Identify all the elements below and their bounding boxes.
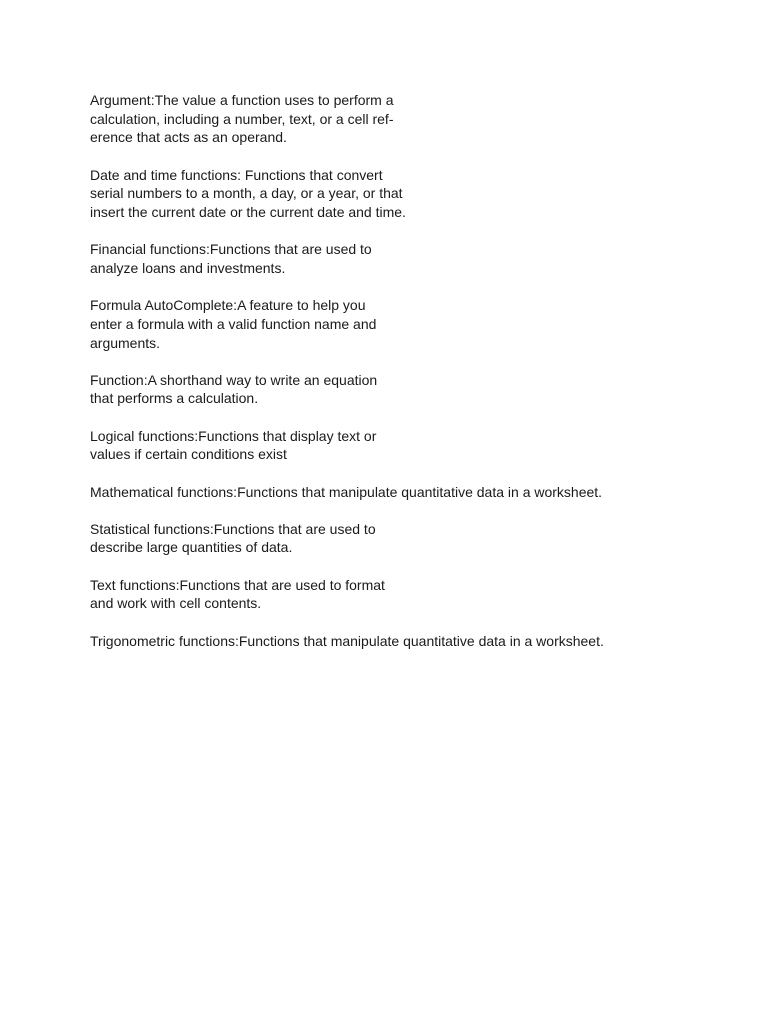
entry-line: Trigonometric functions:Functions that manipulate quantitative data in a worksheet. (90, 632, 604, 649)
entry-line: Function:A shorthand way to write an equation (90, 371, 378, 388)
entry-line: erence that acts as an operand. (90, 129, 287, 146)
entry-line: Mathematical functions:Functions that manipulate quantitative data in a worksheet. (90, 483, 603, 500)
entry-line: and work with cell contents. (90, 595, 262, 612)
entry-line: analyze loans and investments. (90, 259, 286, 276)
entry-line: serial numbers to a month, a day, or a year, or that (90, 185, 403, 202)
entry-line: Financial functions:Functions that are used to (90, 241, 372, 258)
entry-line: enter a formula with a valid function name and (90, 315, 377, 332)
entry-line: Date and time functions: Functions that convert (90, 166, 383, 183)
entry-line: Statistical functions:Functions that are used to (90, 520, 376, 537)
glossary-entry-date-and-time-functions (90, 166, 730, 222)
glossary-list (90, 91, 730, 669)
glossary-entry-function (90, 371, 730, 408)
entry-line: values if certain conditions exist (90, 446, 287, 463)
entry-line: describe large quantities of data. (90, 539, 293, 556)
glossary-entry-trigonometric-functions (90, 632, 730, 651)
entry-line: Text functions:Functions that are used to format (90, 576, 385, 593)
glossary-entry-statistical-functions (90, 520, 730, 557)
entry-line: Argument:The value a function uses to perform a (90, 92, 394, 108)
entry-line: calculation, including a number, text, or a cell ref- (90, 110, 394, 127)
entry-line: Formula AutoComplete:A feature to help you (90, 297, 366, 314)
glossary-entry-logical-functions (90, 427, 730, 464)
glossary-entry-formula-autocomplete (90, 296, 730, 352)
glossary-entry-argument (90, 91, 730, 147)
entry-line: that performs a calculation. (90, 390, 259, 407)
entry-line: arguments. (90, 334, 161, 351)
entry-line: insert the current date or the current date and time. (90, 204, 406, 221)
glossary-entry-text-functions (90, 576, 730, 613)
glossary-entry-financial-functions (90, 240, 730, 277)
entry-line: Logical functions:Functions that display text or (90, 427, 377, 444)
glossary-entry-mathematical-functions (90, 483, 730, 502)
